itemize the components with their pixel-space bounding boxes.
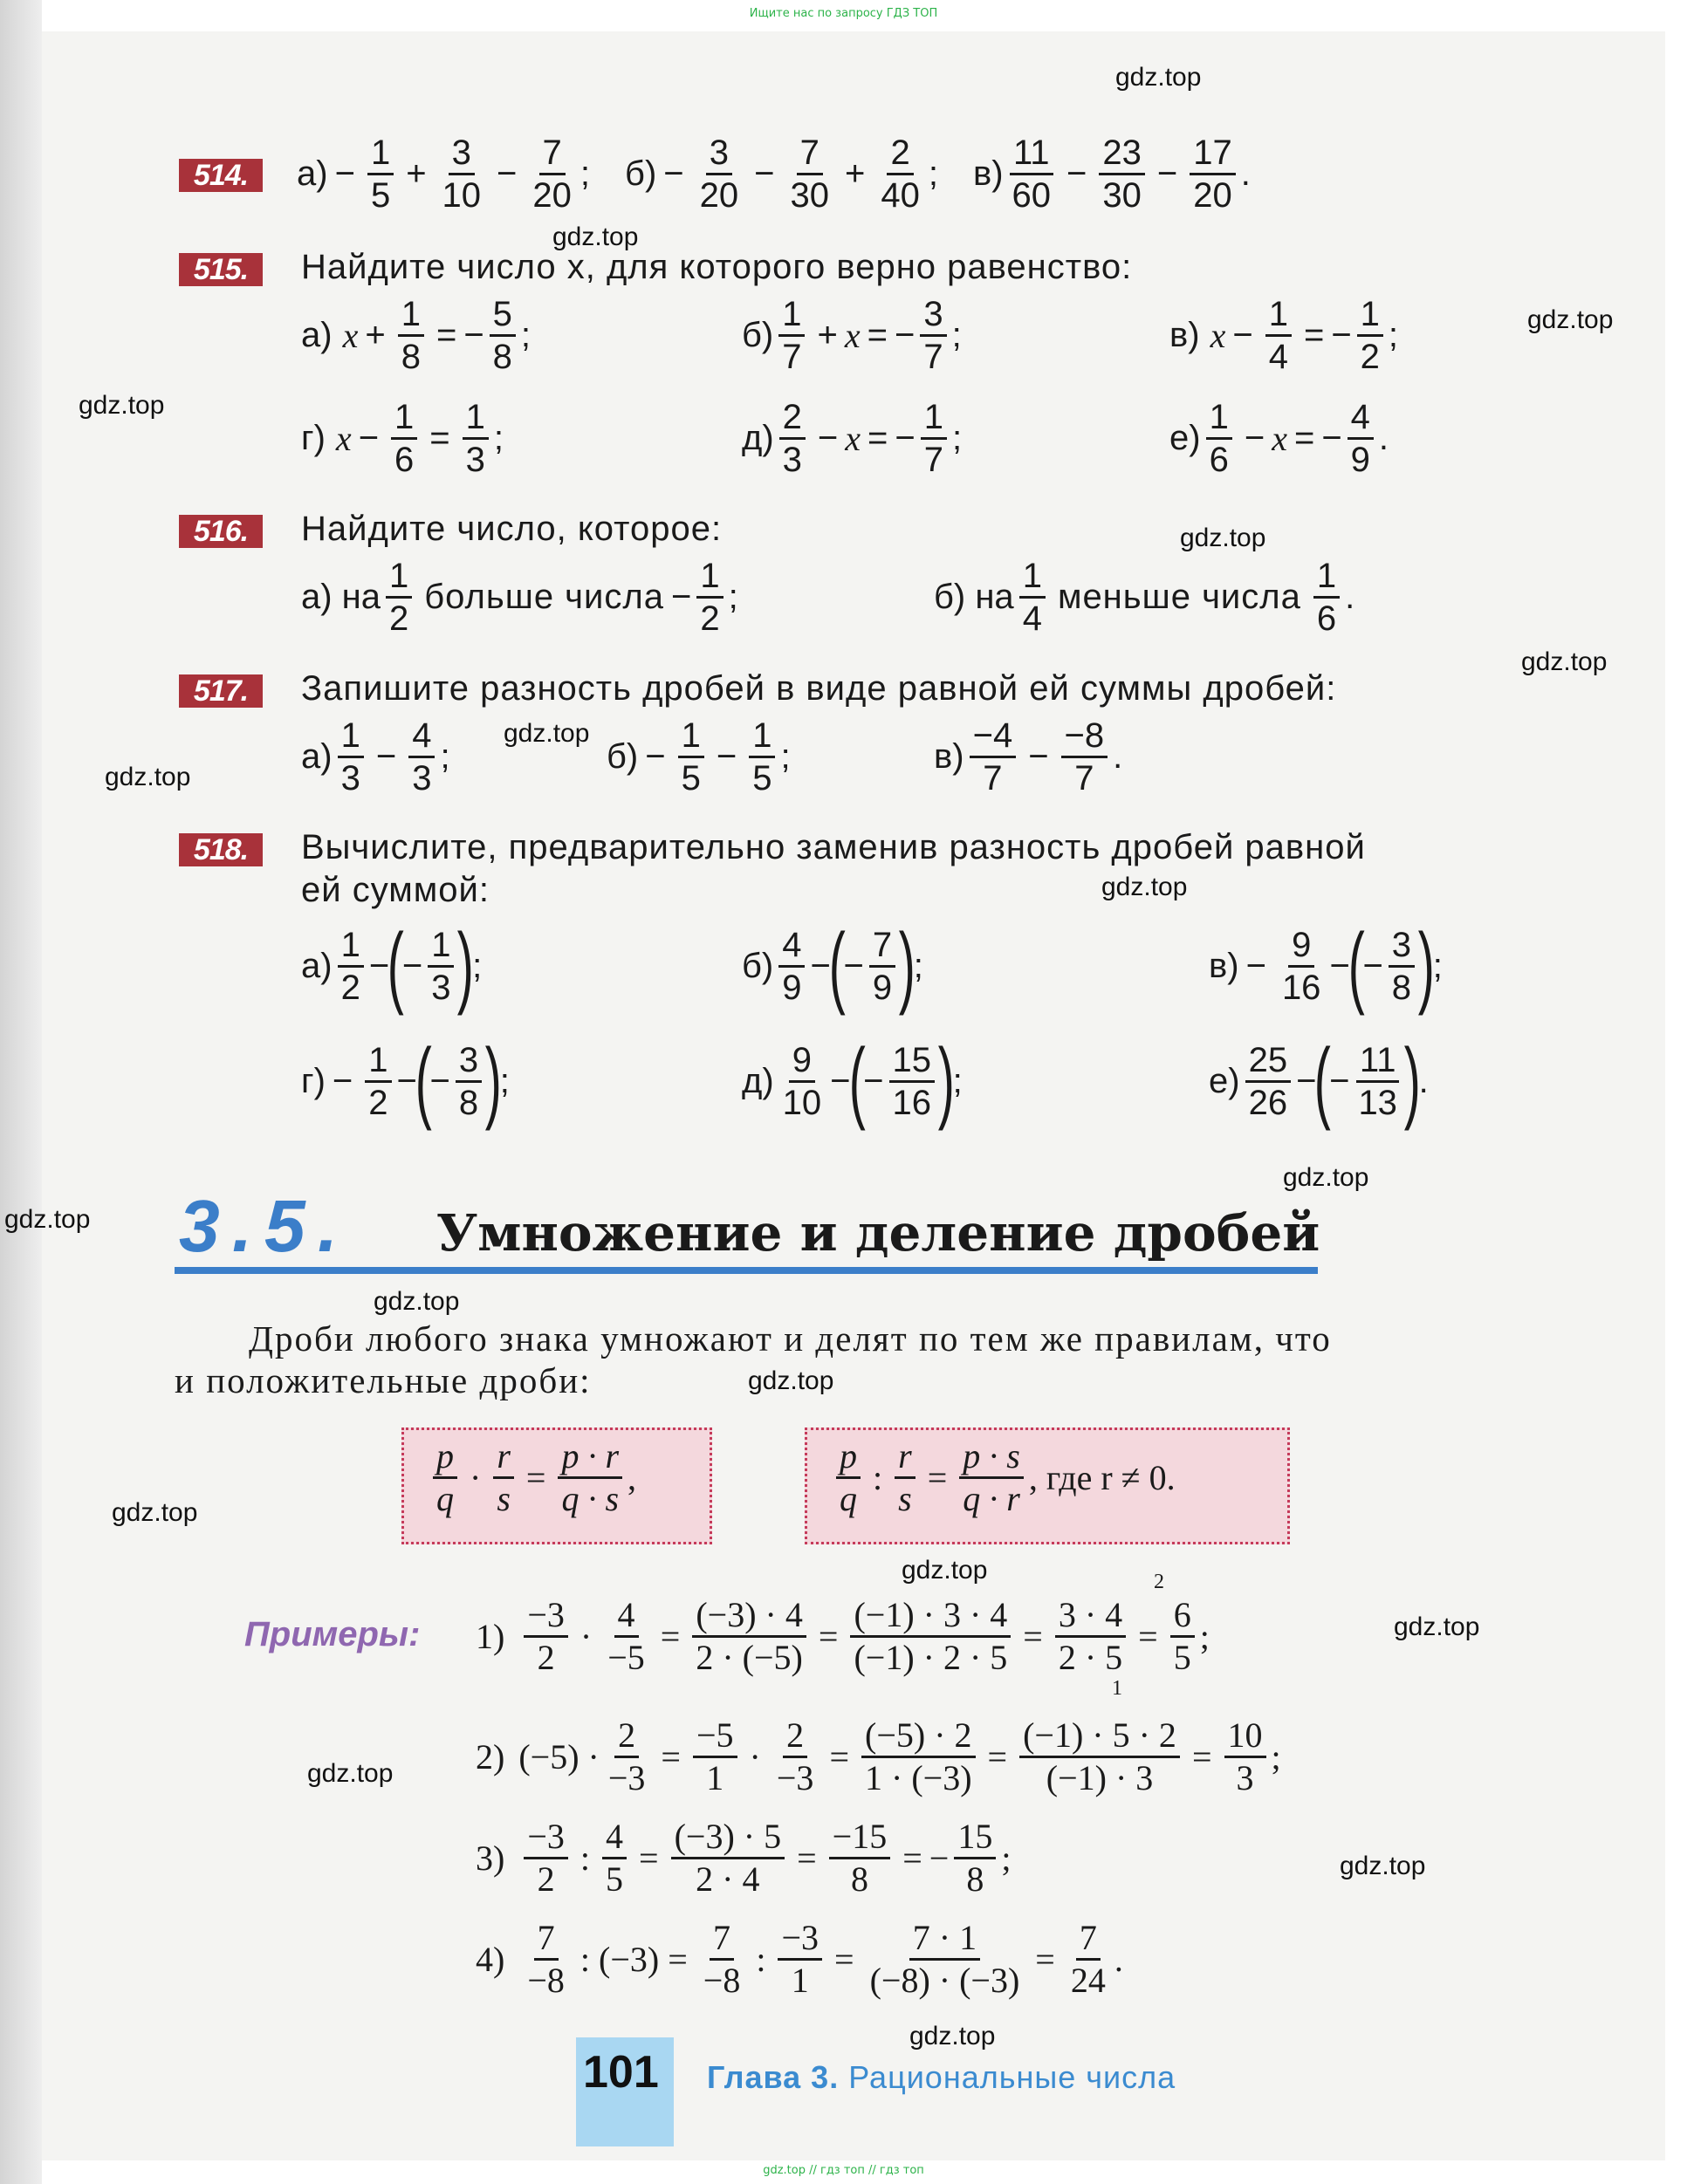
watermark: gdz.top xyxy=(902,1556,988,1585)
watermark: gdz.top xyxy=(79,391,165,420)
exercise-number: 518. xyxy=(179,833,263,866)
bottom-note: gdz.top // гдз топ // гдз топ xyxy=(763,2164,924,2177)
watermark: gdz.top xyxy=(1340,1852,1426,1880)
watermark: gdz.top xyxy=(504,719,590,748)
cancel-note-top: 2 xyxy=(1154,1571,1165,1593)
exercise-515-b: б) 1 7 + x = − $\frac{3}{7}$ ; xyxy=(742,295,962,376)
exercise-514-line: а) − $\frac{1}{5}$ + $\frac{3}{10}$ − $\frac{7}{20}$ ; б) − $\frac{3}{20}$ − $\frac{7}{30}$ + $\frac{2}{40}$ ; в) 11 60 − $\frac{23}{30}$ − $\frac{17}{20}$ . xyxy=(297,134,1251,215)
watermark: gdz.top xyxy=(552,223,639,251)
example-1: 1) −3 2 · $\frac{4}{-5}$ = $\frac{(-3) \cdot 4}{2 \cdot (-5)}$ = $\frac{(-1) \cdot 3 \cdot 4}{(-1) \cdot 2 \cdot 5}$ = $\frac{3 \cdot 4}{2 \cdot 5}$ = $\frac{6}{5}$ ; xyxy=(476,1595,1210,1677)
section-intro-1: Дроби любого знака умножают и делят по тем же правилам, что xyxy=(249,1318,1332,1359)
example-3: 3) −3 2 : $\frac{4}{5}$ = $\frac{(-3) \cdot 5}{2 \cdot 4}$ = $\frac{-15}{8}$ = − $\frac{15}{8}$ ; xyxy=(476,1817,1012,1899)
exercise-516-a: а) на 1 2 больше числа − $\frac{1}{2}$ ; xyxy=(301,557,738,638)
example-4: 4) 7 −8 : (−3) = $\frac{7}{-8}$ : $\frac{-3}{1}$ = $\frac{7 \cdot 1}{(-8) \cdot (-3)}$ = $\frac{7}{24}$ . xyxy=(476,1918,1123,2000)
formula-multiply: p q · $\frac{r}{s}$ = $\frac{p \cdot r}{q \cdot s}$ , xyxy=(428,1436,636,1519)
exercise-518-b: б) 4 9 − ( − $\frac{7}{9}$ ) ; xyxy=(742,915,923,1017)
exercise-number: 517. xyxy=(179,674,263,708)
example-2: 2) (−5) · $\frac{2}{-3}$ = $\frac{-5}{1}$ · $\frac{2}{-3}$ = $\frac{(-5) \cdot 2}{1 \cdot (-3)}$ = $\frac{(-1) \cdot 5 \cdot 2}{(-1) \cdot 3}$ = $\frac{10}{3}$ ; xyxy=(476,1715,1281,1797)
formula-divide: p q : $\frac{r}{s}$ = $\frac{p \cdot s}{q \cdot r}$ , где r ≠ 0. xyxy=(831,1436,1176,1519)
exercise-518-e: д) 9 10 − ( − $\frac{15}{16}$ ) ; xyxy=(742,1030,963,1132)
watermark: gdz.top xyxy=(1527,305,1614,334)
book-spine-shadow xyxy=(0,0,42,2184)
exercise-515-e: д) 2 3 − x = − $\frac{1}{7}$ ; xyxy=(742,398,963,479)
exercise-517-c: в) −4 7 − $\frac{-8}{7}$ . xyxy=(934,716,1123,798)
exercise-515-a: а) x + $\frac{1}{8}$ = − $\frac{5}{8}$ ; xyxy=(301,295,531,376)
exercise-515-text: Найдите число x, для которого верно равенство: xyxy=(301,248,1133,286)
watermark: gdz.top xyxy=(1115,63,1202,92)
exercise-516-text: Найдите число, которое: xyxy=(301,510,723,548)
page-number: 101 xyxy=(583,2047,659,2098)
cancel-note-bottom: 1 xyxy=(1112,1677,1123,1700)
exercise-number: 516. xyxy=(179,515,263,548)
section-number: 3.5. xyxy=(179,1185,351,1267)
exercise-518-f: е) 25 26 − ( − $\frac{11}{13}$ ) . xyxy=(1209,1030,1429,1132)
exercise-number: 514. xyxy=(179,159,263,192)
chapter-title: Глава 3. Рациональные числа xyxy=(707,2059,1176,2095)
exercise-517-b: б) − $\frac{1}{5}$ − $\frac{1}{5}$ ; xyxy=(607,716,791,798)
watermark: gdz.top xyxy=(748,1366,834,1395)
exercise-515-c: в) x − $\frac{1}{4}$ = − $\frac{1}{2}$ ; xyxy=(1169,295,1399,376)
exercise-515-d: г) x − $\frac{1}{6}$ = $\frac{1}{3}$ ; xyxy=(301,398,504,479)
exercise-517-a: а) 1 3 − $\frac{4}{3}$ ; xyxy=(301,716,450,798)
top-note: Ищите нас по запросу ГДЗ ТОП xyxy=(749,7,938,20)
section-underline xyxy=(175,1267,1318,1274)
exercise-515-f: е) 1 6 − x = − $\frac{4}{9}$ . xyxy=(1169,398,1389,479)
exercise-518-text-1: Вычислите, предварительно заменив разность дробей равной xyxy=(301,828,1366,866)
watermark: gdz.top xyxy=(374,1287,460,1316)
exercise-518-d: г) − $\frac{1}{2}$ − ( − $\frac{3}{8}$ ) ; xyxy=(301,1030,510,1132)
watermark: gdz.top xyxy=(1283,1163,1369,1192)
watermark: gdz.top xyxy=(112,1498,198,1527)
section-intro-2: и положительные дроби: xyxy=(175,1360,592,1400)
watermark: gdz.top xyxy=(1180,524,1266,552)
watermark: gdz.top xyxy=(4,1205,91,1234)
exercise-518-a: а) 1 2 − ( − $\frac{1}{3}$ ) ; xyxy=(301,915,483,1017)
watermark: gdz.top xyxy=(1394,1612,1480,1641)
exercise-517-text: Запишите разность дробей в виде равной ей суммы дробей: xyxy=(301,669,1337,708)
exercise-number: 515. xyxy=(179,253,263,286)
watermark: gdz.top xyxy=(105,763,191,791)
exercise-516-b: б) на 1 4 меньше числа 1 6 . xyxy=(934,557,1355,638)
exercise-518-c: в) − $\frac{9}{16}$ − ( − $\frac{3}{8}$ ) ; xyxy=(1209,915,1443,1017)
examples-label: Примеры: xyxy=(244,1615,421,1653)
watermark: gdz.top xyxy=(1101,873,1188,901)
exercise-518-text-2: ей суммой: xyxy=(301,871,490,909)
watermark: gdz.top xyxy=(909,2022,996,2050)
watermark: gdz.top xyxy=(1521,647,1608,676)
section-title: Умножение и деление дробей xyxy=(436,1203,1320,1263)
watermark: gdz.top xyxy=(307,1759,394,1788)
